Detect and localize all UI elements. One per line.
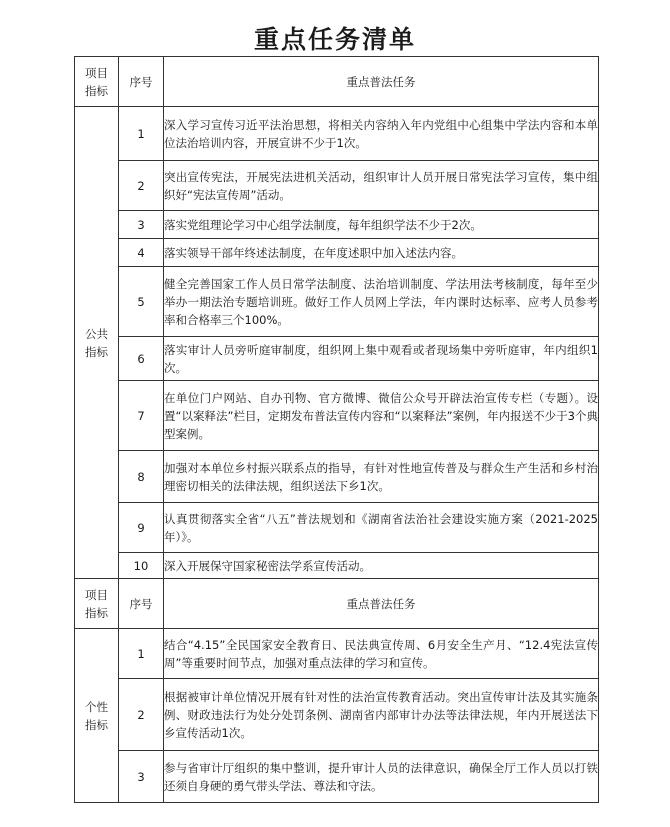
task-text: 深入开展保守国家秘密法学系宣传活动。 xyxy=(164,553,599,579)
table-row xyxy=(75,267,599,337)
row-number: 3 xyxy=(119,751,164,803)
row-number: 7 xyxy=(119,381,164,451)
row-number: 6 xyxy=(119,337,164,381)
task-text: 落实审计人员旁听庭审制度，组织网上集中观看或者现场集中旁听庭审，年内组织1次。 xyxy=(164,337,599,381)
category-line2: 指标 xyxy=(85,344,108,359)
table-row xyxy=(75,337,599,381)
task-text: 在单位门户网站、自办刊物、官方微博、微信公众号开辟法治宣传专栏（专题）。设置“以案释法”栏目，定期发布普法宣传内容和“以案释法”案例，年内报送不少于3个典型案例。 xyxy=(164,381,599,451)
task-text: 健全完善国家工作人员日常学法制度、法治培训制度、学法用法考核制度，每年至少举办一期法治专题培训班。做好工作人员网上学法，年内课时达标率、应考人员参考率和合格率三个100%。 xyxy=(164,267,599,337)
task-text: 加强对本单位乡村振兴联系点的指导，有针对性地宣传普及与群众生产生活和乡村治理密切相关的法律法规，组织送法下乡1次。 xyxy=(164,451,599,503)
row-number: 3 xyxy=(119,211,164,239)
table-row xyxy=(75,239,599,267)
task-header: 重点普法任务 xyxy=(164,579,599,629)
table-header-row xyxy=(75,579,599,629)
category-cell-individual xyxy=(75,629,119,803)
table-row xyxy=(75,629,599,679)
category-cell-public xyxy=(75,107,119,579)
table-row xyxy=(75,679,599,751)
row-number: 2 xyxy=(119,679,164,751)
row-number: 1 xyxy=(119,107,164,161)
number-header: 序号 xyxy=(119,57,164,107)
number-header: 序号 xyxy=(119,579,164,629)
task-text: 认真贯彻落实全省“八五”普法规划和《湖南省法治社会建设实施方案（2021-2025年）》。 xyxy=(164,503,599,553)
category-header-line2: 指标 xyxy=(85,83,108,98)
table-row xyxy=(75,503,599,553)
row-number: 1 xyxy=(119,629,164,679)
table-row xyxy=(75,107,599,161)
category-line1: 个性 xyxy=(85,699,108,714)
task-text: 参与省审计厅组织的集中整训，提升审计人员的法律意识，确保全厅工作人员以打铁还须自身硬的勇气带头学法、尊法和守法。 xyxy=(164,751,599,803)
category-line2: 指标 xyxy=(85,717,108,732)
row-number: 2 xyxy=(119,161,164,211)
task-table xyxy=(74,56,599,803)
category-header xyxy=(75,579,119,629)
row-number: 9 xyxy=(119,503,164,553)
row-number: 10 xyxy=(119,553,164,579)
task-text: 结合“4.15”全民国家安全教育日、民法典宣传周、6月安全生产月、“12.4宪法宣传周”等重要时间节点，加强对重点法律的学习和宣传。 xyxy=(164,629,599,679)
task-text: 落实党组理论学习中心组学法制度，每年组织学法不少于2次。 xyxy=(164,211,599,239)
task-text: 突出宣传宪法，开展宪法进机关活动，组织审计人员开展日常宪法学习宣传，集中组织好“宪法宣传周”活动。 xyxy=(164,161,599,211)
table-header-row xyxy=(75,57,599,107)
row-number: 8 xyxy=(119,451,164,503)
task-text: 落实领导干部年终述法制度，在年度述职中加入述法内容。 xyxy=(164,239,599,267)
task-text: 根据被审计单位情况开展有针对性的法治宣传教育活动。突出宣传审计法及其实施条例、财政违法行为处分处罚条例、湖南省内部审计办法等法律法规，年内开展送法下乡宣传活动1次。 xyxy=(164,679,599,751)
task-header: 重点普法任务 xyxy=(164,57,599,107)
table-row xyxy=(75,553,599,579)
row-number: 4 xyxy=(119,239,164,267)
task-text: 深入学习宣传习近平法治思想，将相关内容纳入年内党组中心组集中学法内容和本单位法治培训内容，开展宣讲不少于1次。 xyxy=(164,107,599,161)
table-row xyxy=(75,451,599,503)
category-header-line1: 项目 xyxy=(85,65,108,80)
page-title: 重点任务清单 xyxy=(253,25,416,54)
category-header xyxy=(75,57,119,107)
table-row xyxy=(75,211,599,239)
table-row xyxy=(75,161,599,211)
category-header-line2: 指标 xyxy=(85,605,108,620)
category-header-line1: 项目 xyxy=(85,587,108,602)
category-line1: 公共 xyxy=(85,326,108,341)
table-row xyxy=(75,751,599,803)
table-row xyxy=(75,381,599,451)
row-number: 5 xyxy=(119,267,164,337)
